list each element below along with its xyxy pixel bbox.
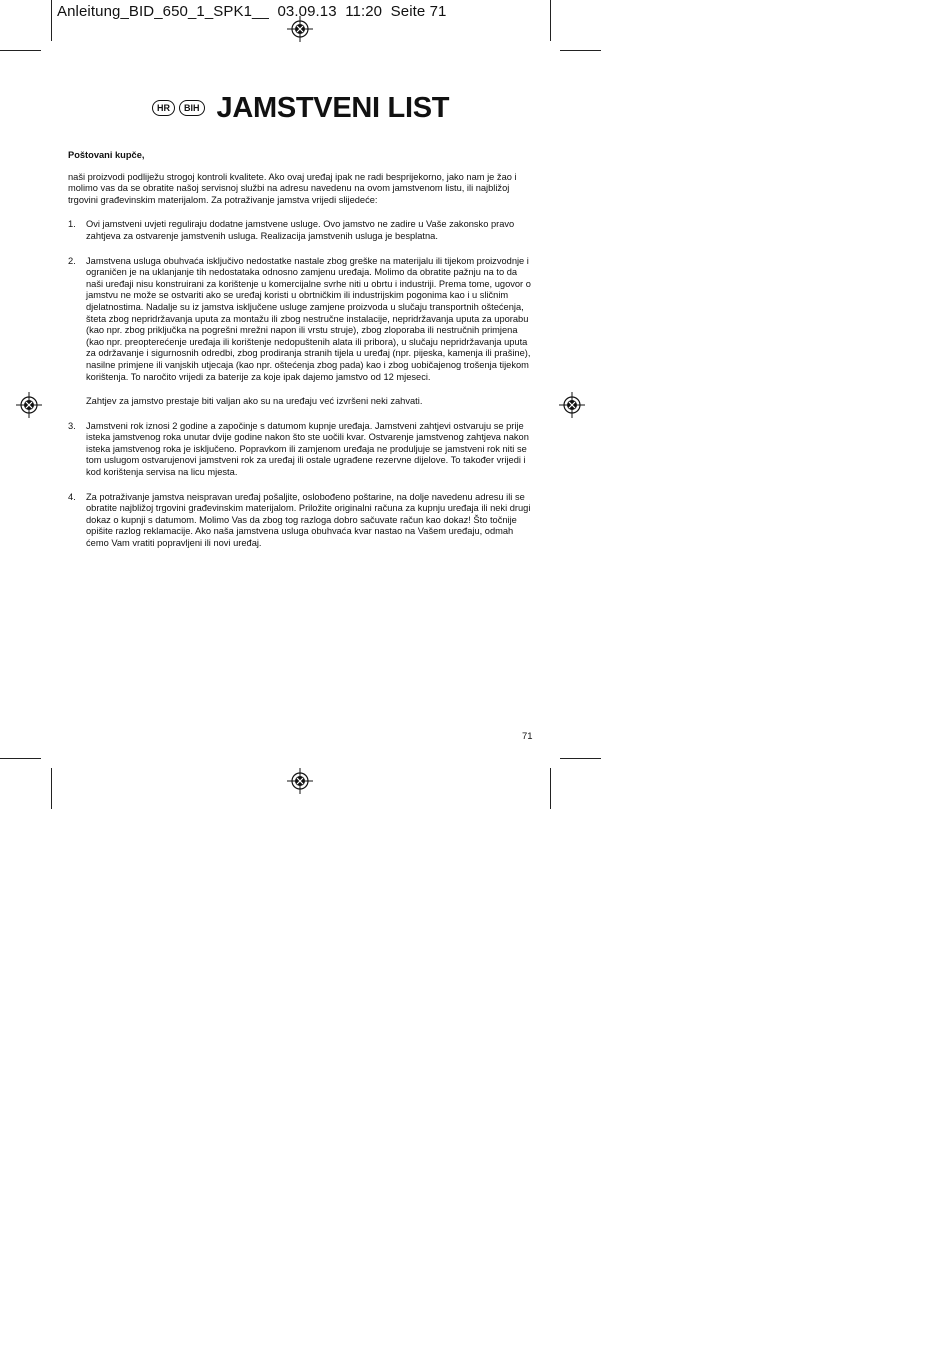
item-number: 2. (68, 255, 76, 266)
registration-mark-icon (16, 392, 42, 418)
item-note: Zahtjev za jamstvo prestaje biti valjan ako su na uređaju već izvršeni neki zahvati. (86, 396, 423, 407)
crop-mark (560, 758, 601, 759)
crop-mark (51, 0, 52, 41)
country-badge-hr: HR (152, 100, 175, 116)
document-body (68, 150, 533, 563)
crop-mark (550, 0, 551, 41)
crop-mark (550, 768, 551, 809)
list-item (68, 219, 533, 242)
warranty-terms-list (68, 219, 533, 549)
item-text: Jamstveni rok iznosi 2 godine a započinje s datumom kupnje uređaja. Jamstveni zahtjevi ostvaruju se prije isteka jamstvenog roka unutar dvije godine nakon što ste uočili kvar. Ostvarenje jamstvenog zahtjeva nakon isteka jamstvenog roka je isključeno. Popravkom ili zamjenom uređaja ne produljuje se jamstveni rok niti se tom uslugom ostvarujenovi jamstveni rok za uređaj ili ostale ugrađene rezervne dijelove. To također vrijedi i kod korištenja servisa na licu mjesta. (86, 420, 529, 478)
item-text: Ovi jamstveni uvjeti reguliraju dodatne jamstvene usluge. Ovo jamstvo ne zadire u Vaše zakonsko pravo zahtjeva za ostvarenje jamstvenih usluga. Realizacija jamstvenih usluga je besplatna. (86, 219, 515, 241)
item-text: Jamstvena usluga obuhvaća isključivo nedostatke nastale zbog greške na materijalu ili tijekom proizvodnje i ograničen je na uklanjanje tih nedostataka odnosno zamjenu uređaja. Molimo da obratite pažnju na to da naši uređaji nisu konstruirani za korištenje u komercijalne svrhe niti u obrtu i industriji. Prema tome, ugovor o jamstvu ne može se ostvariti ako se uređaj koristi u obrtničkim ili industrijskim pogonima kao i u sličnim djelatnostima. Nadalje su iz jamstva isključene usluge zamjene proizvoda u slučaju transportnih oštećenja, šteta zbog nepridržavanja uputa za montažu ili zbog nestručne instalacije, nepridržavanja uputa za uporabu (kao npr. zbog priključka na pogrešni mrežni napon ili vrstu struje), zbog zloporaba ili nestručnih primjena (kao npr. preopterećenje uređaja ili korištenje nedopuštenih alata ili pribora), u slučaju nepridržavanja uputa za održavanje i sigurnosnih odredbi, zbog prodiranja stranih tijela u uređaj (npr. pijeska, kamenja ili prašine), nasilne primjene ili vanjskih utjecaja (kao npr. oštećenja zbog pada) kao i zbog uobičajenog trošenja tijekom korištenja. To naročito vrijedi za baterije za koje ipak dajemo jamstvo od 12 mjeseci. (86, 255, 531, 382)
item-number: 4. (68, 491, 76, 502)
crop-mark (560, 50, 601, 51)
crop-mark (0, 50, 41, 51)
page-header (152, 88, 449, 128)
list-item (68, 421, 533, 479)
page-number: 71 (522, 731, 533, 742)
registration-mark-icon (287, 768, 313, 794)
item-number: 3. (68, 420, 76, 431)
list-item (68, 256, 533, 408)
greeting: Poštovani kupče, (68, 150, 145, 160)
printer-slug: Anleitung_BID_650_1_SPK1__ 03.09.13 11:20 Seite 71 (57, 3, 447, 20)
country-badge-bih: BIH (179, 100, 205, 116)
intro-paragraph: naši proizvodi podliježu strogoj kontroli kvalitete. Ako ovaj uređaj ipak ne radi besprijekorno, jako nam je žao i molimo vas da se obratite našoj servisnoj službi na adresu navedenu na ovom jamstvenom listu, ili najbližoj trgovini građevinskim materijalom. Za potraživanje jamstva vrijedi slijedeće: (68, 171, 517, 205)
crop-mark (0, 758, 41, 759)
list-item (68, 492, 533, 550)
registration-mark-icon (287, 16, 313, 42)
item-text: Za potraživanje jamstva neispravan uređaj pošaljite, oslobođeno poštarine, na dolje navedenu adresu ili se obratite najbližoj trgovini građevinskim materijalom. Priložite originalni računa za kupnju uređaja ili neki drugi dokaz o kupnji s datumom. Molimo Vas da zbog tog razloga dobro sačuvate račun kao dokaz! Što točnije opišite razlog reklamacije. Ako naša jamstvena usluga obuhvaća kvar nastao na Vašem uređaju, odmah ćemo Vam vratiti popravljeni ili novi uređaj. (86, 491, 531, 549)
crop-mark (51, 768, 52, 809)
item-number: 1. (68, 219, 76, 230)
page-title: JAMSTVENI LIST (216, 91, 450, 124)
registration-mark-icon (559, 392, 585, 418)
